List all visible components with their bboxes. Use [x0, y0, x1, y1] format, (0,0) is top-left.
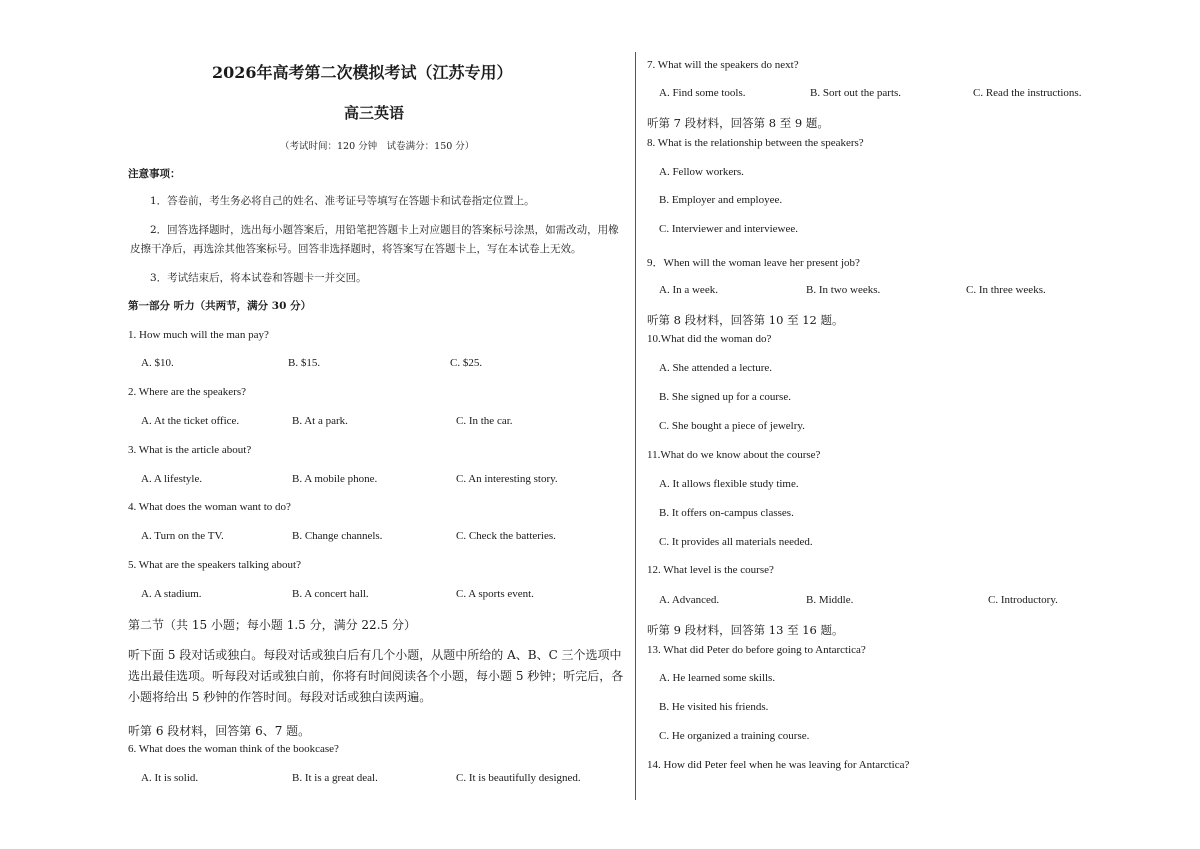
question-1: 1. How much will the man pay? — [128, 329, 269, 341]
q1-option-c: C. $25. — [450, 357, 483, 369]
question-3: 3. What is the article about? — [128, 444, 252, 456]
section2-heading: 第二节（共 15 小题；每小题 1.5 分，满分 22.5 分） — [128, 618, 416, 632]
q12-option-c: C. Introductory. — [988, 594, 1058, 606]
exam-title: 2026年高考第二次模拟考试（江苏专用） — [212, 63, 513, 82]
q8-option-c: C. Interviewer and interviewee. — [659, 223, 798, 235]
q12-option-a: A. Advanced. — [659, 594, 720, 606]
question-7: 7. What will the speakers do next? — [647, 59, 799, 71]
material-6-heading: 听第 6 段材料，回答第 6、7 题。 — [128, 724, 311, 738]
subject-title: 高三英语 — [344, 104, 405, 122]
q4-option-c: C. Check the batteries. — [456, 530, 556, 542]
question-9: 9．When will the woman leave her present job? — [647, 257, 860, 269]
q1-option-a: A. $10. — [141, 357, 174, 369]
section2-instructions: 听下面 5 段对话或独白。每段对话或独白后有几个小题，从题中所给的 A、B、C 三个选项中选出最佳选项。听每段对话或独白前，你将有时间阅读各个小题，每小题 5 秒钟；听完后，各小题将给出 5 秒钟的作答时间。每段对话或独白读两遍。 — [128, 648, 624, 704]
q3-option-c: C. An interesting story. — [456, 473, 558, 485]
q5-option-c: C. A sports event. — [456, 588, 534, 600]
notice-item-2-cont: 皮擦干净后，再选涂其他答案标号。回答非选择题时，将答案写在答题卡上，写在本试卷上无效。 — [130, 243, 582, 255]
q7-option-b: B. Sort out the parts. — [810, 87, 902, 99]
q3-option-b: B. A mobile phone. — [292, 473, 378, 485]
q4-option-a: A. Turn on the TV. — [141, 530, 224, 542]
q11-option-c: C. It provides all materials needed. — [659, 536, 813, 548]
q9-option-c: C. In three weeks. — [966, 284, 1046, 296]
q9-option-a: A. In a week. — [659, 284, 718, 296]
question-6: 6. What does the woman think of the bookcase? — [128, 743, 339, 755]
q2-option-c: C. In the car. — [456, 415, 513, 427]
question-8: 8. What is the relationship between the speakers? — [647, 137, 864, 149]
exam-info: （考试时间：120 分钟 试卷满分：150 分） — [280, 141, 475, 152]
q8-option-b: B. Employer and employee. — [659, 194, 783, 206]
q4-option-b: B. Change channels. — [292, 530, 383, 542]
material-8-heading: 听第 8 段材料，回答第 10 至 12 题。 — [647, 313, 844, 327]
q12-option-b: B. Middle. — [806, 594, 854, 606]
q13-option-b: B. He visited his friends. — [659, 701, 769, 713]
notice-item-3: 3．考试结束后，将本试卷和答题卡一并交回。 — [150, 272, 367, 284]
q7-option-c: C. Read the instructions. — [973, 87, 1082, 99]
notice-item-2: 2．回答选择题时，选出每小题答案后，用铅笔把答题卡上对应题目的答案标号涂黑，如需改动，用橡 — [150, 224, 619, 236]
q6-option-c: C. It is beautifully designed. — [456, 772, 581, 784]
part1-heading: 第一部分 听力（共两节，满分 30 分） — [128, 300, 312, 312]
q5-option-a: A. A stadium. — [141, 588, 202, 600]
notice-item-1: 1．答卷前，考生务必将自己的姓名、准考证号等填写在答题卡和试卷指定位置上。 — [150, 195, 535, 207]
q2-option-a: A. At the ticket office. — [141, 415, 240, 427]
question-11: 11.What do we know about the course? — [647, 449, 821, 461]
q10-option-b: B. She signed up for a course. — [659, 391, 791, 403]
question-12: 12. What level is the course? — [647, 564, 774, 576]
material-7-heading: 听第 7 段材料，回答第 8 至 9 题。 — [647, 116, 829, 130]
material-9-heading: 听第 9 段材料，回答第 13 至 16 题。 — [647, 623, 844, 637]
question-13: 13. What did Peter do before going to Antarctica? — [647, 644, 866, 656]
q9-option-b: B. In two weeks. — [806, 284, 881, 296]
q3-option-a: A. A lifestyle. — [141, 473, 203, 485]
q7-option-a: A. Find some tools. — [659, 87, 746, 99]
q10-option-c: C. She bought a piece of jewelry. — [659, 420, 805, 432]
notice-heading: 注意事项： — [128, 168, 181, 180]
question-2: 2. Where are the speakers? — [128, 386, 246, 398]
q2-option-b: B. At a park. — [292, 415, 348, 427]
q6-option-a: A. It is solid. — [141, 772, 199, 784]
q5-option-b: B. A concert hall. — [292, 588, 369, 600]
q1-option-b: B. $15. — [288, 357, 321, 369]
question-4: 4. What does the woman want to do? — [128, 501, 291, 513]
question-10: 10.What did the woman do? — [647, 333, 772, 345]
column-divider — [635, 52, 636, 800]
q13-option-a: A. He learned some skills. — [659, 672, 776, 684]
q13-option-c: C. He organized a training course. — [659, 730, 810, 742]
q10-option-a: A. She attended a lecture. — [659, 362, 773, 374]
q6-option-b: B. It is a great deal. — [292, 772, 378, 784]
q11-option-b: B. It offers on-campus classes. — [659, 507, 794, 519]
question-14: 14. How did Peter feel when he was leaving for Antarctica? — [647, 759, 910, 771]
q8-option-a: A. Fellow workers. — [659, 166, 744, 178]
question-5: 5. What are the speakers talking about? — [128, 559, 301, 571]
q11-option-a: A. It allows flexible study time. — [659, 478, 799, 490]
